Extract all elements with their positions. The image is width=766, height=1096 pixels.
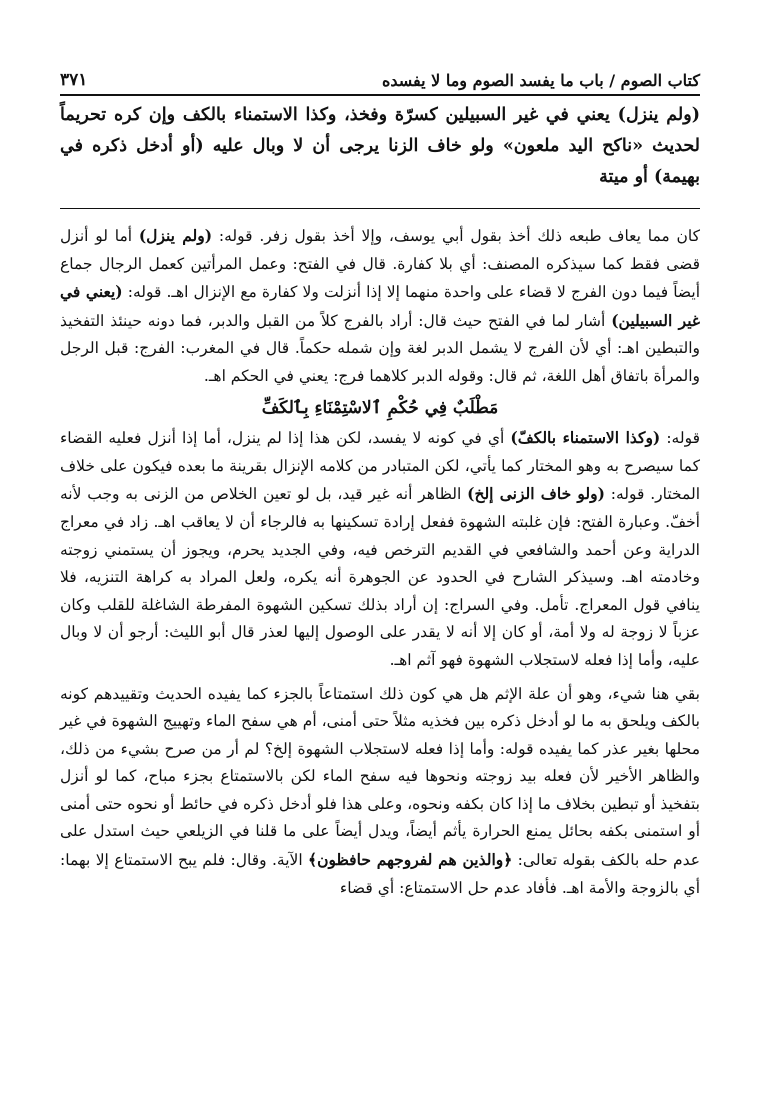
text-run: الظاهر أنه غير قيد، بل لو تعين الخلاص من الزنى به وجب لأنه أخفّ. وعبارة الفتح: فإن غلبته الشهوة ففعل إرادة تسكينها به فالرجاء أن لا يعاقب اهـ. زاد في معراج الدراية وعن أحمد والشافعي في القديم الترخص فيه، وفي الجديد يحرم، ويجوز أن يستمني زوجته وخادمته اهـ. وسيذكر الشارح في الحدود عن الجوهرة أنه يكره، ولعل المراد به كراهة التنزيه، فلا ينافي قول المعراج. تأمل. وفي السراج: إن أراد بذلك تسكين الشهوة المفرطة الشاغلة للقلب وكان عزباً لا زوجة له ولا أمة، أو كان إلا أنه لا يقدر على الوصول إليها لعذر قال أبو الليث: أرجو أن لا وبال عليه، وأما إذا فعله لاستجلاب الشهوة فهو آثم اهـ.: [60, 485, 700, 669]
quoted-phrase: (يعني في غير السبيلين): [60, 282, 700, 330]
quoted-phrase: (ولم ينزل): [138, 226, 213, 245]
text-run: بقي هنا شيء، وهو أن علة الإثم هل هي كون ذلك استمتاعاً بالجزء كما يفيده الحديث وتقييدهم كونه بالكف ويلحق به ما لو أدخل ذكره بين فخذيه مثلاً حتى أمنى، أم هي سفح الماء وتهييج الشهوة في غير محلها بغير عذر كما يفيده قوله: وأما إذا فعله لاستجلاب الشهوة إلخ؟ لم أر من صرح بشيء من ذلك، والظاهر الأخير لأن فعله بيد زوجته ونحوها فيه سفح الماء لكن بالاستمتاع بجزء مباح، كما لو أنزل بتفخيذ أو تبطين بخلاف ما إذا كان بكفه ونحوه، وعلى هذا فلو أدخل ذكره في حائط أو نحوه حتى أمنى أو استمنى بكفه بحائل يمنع الحرارة يأثم أيضاً، ويدل أيضاً على ما قلنا في الزيلعي حيث استدل على عدم حله بالكف بقوله تعالى:: [60, 684, 700, 870]
commentary-paragraph: [60, 681, 700, 903]
text-run: قوله:: [660, 429, 701, 448]
chapter-title: كتاب الصوم / باب ما يفسد الصوم وما لا يفسده: [381, 71, 700, 90]
section-heading: مَطْلَبٌ فِي حُكْمِ ٱلاسْتِمْنَاءِ بِٱلكَفِّ: [261, 397, 499, 418]
quoted-phrase: ﴿والذين هم لفروجهم حافظون﴾: [308, 850, 513, 870]
running-header: [60, 58, 700, 96]
text-run: يعني في غير السبيلين كسرّة وفخذ، وكذا الاستمناء بالكف وإن كره تحريماً لحديث «ناكح اليد ملعون» ولو خاف الزنا يرجى أن لا وبال عليه: [60, 105, 701, 156]
commentary-paragraph: [60, 424, 700, 674]
main-text: [60, 100, 700, 193]
commentary-paragraph: [60, 222, 700, 391]
text-run: الآية. وقال: فلم يبح الاستمتاع إلا بهما: أي بالزوجة والأمة اهـ. فأفاد عدم حل الاستمتاع: أي قضاء: [60, 851, 700, 897]
text-run: أي في كونه لا يفسد، لكن هذا إذا لم ينزل، أما إذا أنزل فعليه القضاء كما سيصرح به وهو المختار كما يأتي، لكن المتبادر من كلامه الإنزال بقرينة ما بعده فيكون على خلاف المختار. قوله:: [60, 429, 700, 504]
separator-line: [60, 208, 700, 209]
quoted-phrase: (ولو خاف الزنى إلخ): [467, 484, 605, 504]
text-run: أشار لما في الفتح حيث قال: أراد بالفرج كلاً من القبل والدبر، فما دونه حينئذ التفخيذ والتبطين اهـ: أي لأن الفرج لا يشمل الدبر لغة وإن شمله حكماً. قال في المغرب: الفرج: قبل الرجل والمرأة باتفاق أهل اللغة، ثم قال: وقوله الدبر كلاهما فرج: يعني في الحكم اهـ.: [60, 311, 700, 385]
quoted-phrase: (وكذا الاستمناء بالكفّ): [510, 428, 661, 448]
text-run: أو ميتة: [599, 167, 654, 187]
text-run: أما لو أنزل قضى فقط كما سيذكره المصنف: أي بلا كفارة. قال في الفتح: وعمل المرأتين كعمل الرجال جماع أيضاً فيما دون الفرج لا قضاء على واحدة منهما إلا إذا أنزلت ولا كفارة مع الإنزال اهـ. قوله:: [60, 227, 700, 302]
quoted-phrase: (أو أدخل ذكره في بهيمة): [60, 136, 700, 187]
commentary: [60, 222, 700, 902]
quoted-phrase: (ولم ينزل): [617, 105, 700, 125]
text-run: كان مما يعاف طبعه ذلك أخذ بقول أبي يوسف، وإلا أخذ بقول زفر. قوله:: [212, 227, 700, 245]
page-number: ٣٧١: [60, 70, 88, 90]
